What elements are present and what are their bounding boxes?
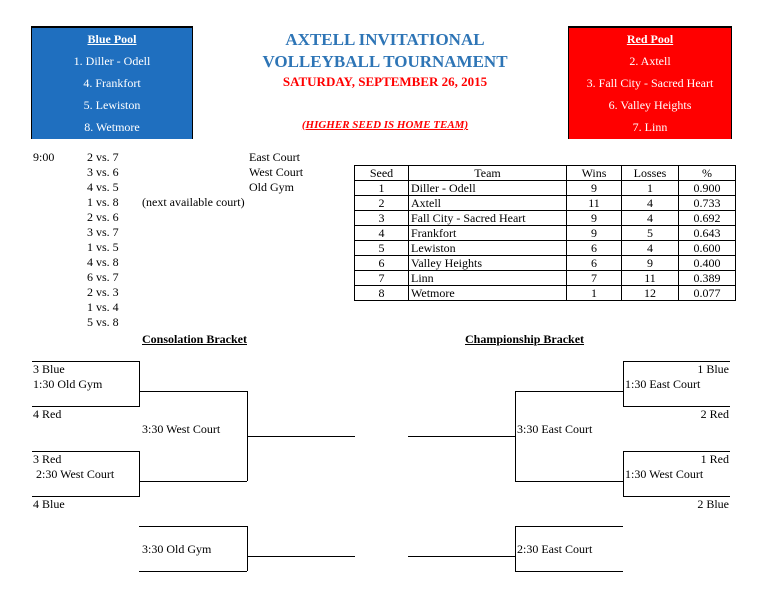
red-pool-title: Red Pool bbox=[626, 32, 674, 46]
team-cell: Valley Heights bbox=[409, 256, 567, 271]
match: 2 vs. 7 bbox=[87, 150, 119, 164]
team-cell: Linn bbox=[409, 271, 567, 286]
match: 1 vs. 4 bbox=[87, 300, 119, 314]
bracket-line bbox=[408, 436, 515, 437]
match: 2 vs. 3 bbox=[87, 285, 119, 299]
match: 1 vs. 8 bbox=[87, 195, 119, 209]
wins-cell: 9 bbox=[567, 211, 622, 226]
losses-cell: 4 bbox=[622, 211, 679, 226]
losses-cell: 1 bbox=[622, 181, 679, 196]
match: 4 vs. 5 bbox=[87, 180, 119, 194]
seed-cell: 7 bbox=[355, 271, 409, 286]
col-losses: Losses bbox=[622, 166, 679, 181]
consolation-final-time: 3:30 West Court bbox=[142, 422, 221, 436]
court: East Court bbox=[249, 150, 300, 164]
table-row bbox=[355, 241, 736, 256]
table-row bbox=[355, 256, 736, 271]
match: 3 vs. 7 bbox=[87, 225, 119, 239]
bracket-line bbox=[515, 391, 623, 392]
red-pool-team: 7. Linn bbox=[632, 120, 668, 134]
losses-cell: 12 bbox=[622, 286, 679, 301]
team-cell: Diller - Odell bbox=[409, 181, 567, 196]
pct-cell: 0.692 bbox=[679, 211, 736, 226]
wins-cell: 6 bbox=[567, 241, 622, 256]
team-cell: Fall City - Sacred Heart bbox=[409, 211, 567, 226]
seed-cell: 5 bbox=[355, 241, 409, 256]
match: 5 vs. 8 bbox=[87, 315, 119, 329]
consolation-bracket-title: Consolation Bracket bbox=[142, 332, 247, 346]
losses-cell: 5 bbox=[622, 226, 679, 241]
col-team: Team bbox=[409, 166, 567, 181]
table-row bbox=[355, 226, 736, 241]
red-pool-team: 6. Valley Heights bbox=[608, 98, 692, 112]
wins-cell: 9 bbox=[567, 181, 622, 196]
seed-cell: 2 bbox=[355, 196, 409, 211]
table-row bbox=[355, 286, 736, 301]
championship-game1-top: 1 Blue bbox=[697, 362, 729, 376]
pct-cell: 0.600 bbox=[679, 241, 736, 256]
court: West Court bbox=[249, 165, 304, 179]
match: 6 vs. 7 bbox=[87, 270, 119, 284]
pct-cell: 0.077 bbox=[679, 286, 736, 301]
seed-cell: 8 bbox=[355, 286, 409, 301]
bracket-line bbox=[515, 526, 516, 571]
pct-cell: 0.389 bbox=[679, 271, 736, 286]
red-pool-box bbox=[568, 26, 732, 139]
table-row bbox=[355, 181, 736, 196]
blue-pool-box bbox=[31, 26, 193, 139]
tournament-date: SATURDAY, SEPTEMBER 26, 2015 bbox=[282, 74, 488, 89]
blue-pool-team: 1. Diller - Odell bbox=[73, 54, 151, 68]
consolation-game2-time: 2:30 West Court bbox=[36, 467, 115, 481]
red-pool-team: 3. Fall City - Sacred Heart bbox=[586, 76, 714, 90]
bracket-line bbox=[247, 556, 355, 557]
home-team-note: (HIGHER SEED IS HOME TEAM) bbox=[301, 119, 469, 131]
col-seed: Seed bbox=[355, 166, 409, 181]
bracket-line bbox=[139, 571, 247, 572]
consolation-game2-bottom: 4 Blue bbox=[33, 497, 65, 511]
championship-final-time: 3:30 East Court bbox=[517, 422, 593, 436]
consolation-game1-bottom: 4 Red bbox=[33, 407, 62, 421]
next-available-note: (next available court) bbox=[142, 195, 245, 209]
losses-cell: 4 bbox=[622, 196, 679, 211]
standings-table bbox=[354, 165, 736, 301]
bracket-line bbox=[139, 361, 140, 406]
team-cell: Axtell bbox=[409, 196, 567, 211]
bracket-line bbox=[139, 451, 140, 496]
bracket-line bbox=[139, 391, 247, 392]
table-row bbox=[355, 196, 736, 211]
championship-game1-time: 1:30 East Court bbox=[625, 377, 701, 391]
court-list bbox=[249, 150, 303, 195]
table-row bbox=[355, 211, 736, 226]
blue-pool-team: 5. Lewiston bbox=[83, 98, 141, 112]
team-cell: Lewiston bbox=[409, 241, 567, 256]
tournament-title bbox=[240, 29, 530, 73]
consolation-game1-top: 3 Blue bbox=[33, 362, 65, 376]
col-pct: % bbox=[679, 166, 736, 181]
wins-cell: 7 bbox=[567, 271, 622, 286]
pct-cell: 0.733 bbox=[679, 196, 736, 211]
consolation-game1-time: 1:30 Old Gym bbox=[33, 377, 103, 391]
championship-game2-time: 1:30 West Court bbox=[625, 467, 704, 481]
match: 1 vs. 5 bbox=[87, 240, 119, 254]
championship-game2-bottom: 2 Blue bbox=[697, 497, 729, 511]
consolation-game2-top: 3 Red bbox=[33, 452, 62, 466]
losses-cell: 9 bbox=[622, 256, 679, 271]
schedule-match-list bbox=[87, 150, 119, 330]
championship-game2-top: 1 Red bbox=[700, 452, 729, 466]
title-line-1: AXTELL INVITATIONAL bbox=[285, 30, 485, 49]
seed-cell: 6 bbox=[355, 256, 409, 271]
team-cell: Frankfort bbox=[409, 226, 567, 241]
title-line-2: VOLLEYBALL TOURNAMENT bbox=[262, 52, 508, 71]
match: 4 vs. 8 bbox=[87, 255, 119, 269]
consolation-other-time: 3:30 Old Gym bbox=[142, 542, 212, 556]
seed-cell: 1 bbox=[355, 181, 409, 196]
pct-cell: 0.400 bbox=[679, 256, 736, 271]
col-wins: Wins bbox=[567, 166, 622, 181]
bracket-line bbox=[139, 481, 247, 482]
match: 2 vs. 6 bbox=[87, 210, 119, 224]
pct-cell: 0.643 bbox=[679, 226, 736, 241]
championship-other-time: 2:30 East Court bbox=[517, 542, 593, 556]
team-cell: Wetmore bbox=[409, 286, 567, 301]
bracket-line bbox=[515, 526, 623, 527]
bracket-line bbox=[408, 556, 515, 557]
championship-bracket-title: Championship Bracket bbox=[465, 332, 585, 346]
losses-cell: 11 bbox=[622, 271, 679, 286]
blue-pool-team: 4. Frankfort bbox=[83, 76, 141, 90]
blue-pool-title: Blue Pool bbox=[87, 32, 137, 46]
championship-game1-bottom: 2 Red bbox=[700, 407, 729, 421]
standings-header-row bbox=[355, 166, 736, 181]
seed-cell: 3 bbox=[355, 211, 409, 226]
wins-cell: 1 bbox=[567, 286, 622, 301]
pct-cell: 0.900 bbox=[679, 181, 736, 196]
table-row bbox=[355, 271, 736, 286]
bracket-line bbox=[515, 571, 623, 572]
seed-cell: 4 bbox=[355, 226, 409, 241]
wins-cell: 6 bbox=[567, 256, 622, 271]
wins-cell: 11 bbox=[567, 196, 622, 211]
bracket-line bbox=[623, 361, 624, 406]
court: Old Gym bbox=[249, 180, 294, 194]
bracket-line bbox=[247, 526, 248, 571]
bracket-line bbox=[515, 481, 623, 482]
bracket-line bbox=[139, 526, 247, 527]
bracket-line bbox=[623, 451, 624, 496]
bracket-line bbox=[247, 436, 355, 437]
schedule-start-time: 9:00 bbox=[33, 150, 55, 164]
losses-cell: 4 bbox=[622, 241, 679, 256]
blue-pool-team: 8. Wetmore bbox=[84, 120, 140, 134]
red-pool-team: 2. Axtell bbox=[629, 54, 671, 68]
bracket-line bbox=[515, 391, 516, 481]
wins-cell: 9 bbox=[567, 226, 622, 241]
match: 3 vs. 6 bbox=[87, 165, 119, 179]
